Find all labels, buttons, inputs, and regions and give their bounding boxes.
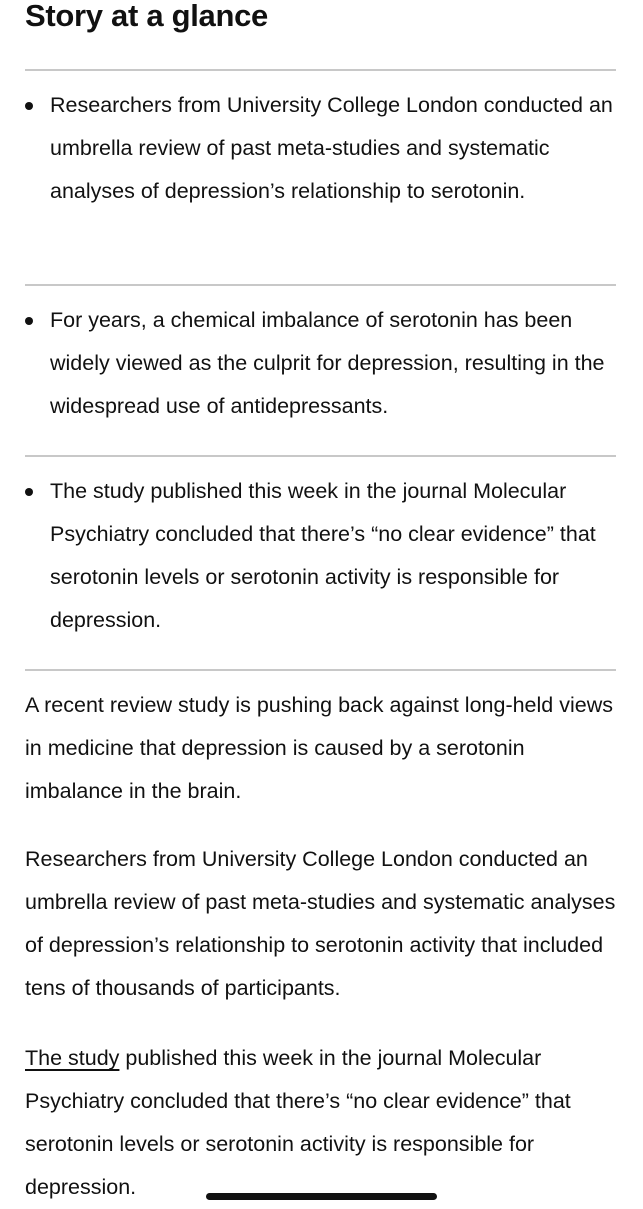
bullet-text: The study published this week in the journal Molecular Psychiatry concluded that there’s “no clear evidence” that serotonin levels or serotonin activity is responsible for depression. [50,479,596,632]
bullet-dot-icon [25,488,33,496]
study-link[interactable]: The study [25,1046,120,1070]
bullet-text: For years, a chemical imbalance of serotonin has been widely viewed as the culprit for depression, resulting in the widespread use of antidepressants. [50,308,605,418]
bullet-dot-icon [25,317,33,325]
paragraph-text: published this week in the journal Molecular Psychiatry concluded that there’s “no clear evidence” that serotonin levels or serotonin activity is responsible for depression. [25,1046,571,1199]
bullet-dot-icon [25,102,33,110]
divider [25,284,616,286]
divider [25,69,616,71]
bullet-text: Researchers from University College London conducted an umbrella review of past meta-studies and systematic analyses of depression’s relationship to serotonin. [50,93,613,203]
body-paragraph: Researchers from University College London conducted an umbrella review of past meta-studies and systematic analyses of depression’s relationship to serotonin activity that included tens of thousands of participants. [25,847,616,1000]
divider [25,669,616,671]
home-indicator [206,1193,437,1200]
divider [25,455,616,457]
page-title: Story at a glance [25,0,268,33]
body-paragraph: A recent review study is pushing back against long-held views in medicine that depression is caused by a serotonin imbalance in the brain. [25,693,613,803]
body-paragraph [25,1037,620,1209]
